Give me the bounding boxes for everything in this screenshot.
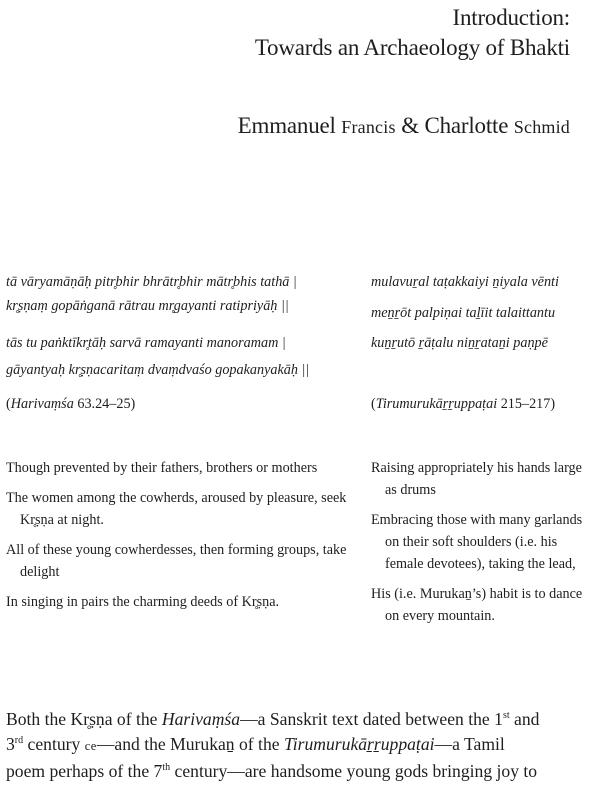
citation-reference: 63.24–25) [73,396,136,412]
body-text-run: Both the Kr̥ṣṇa of the [6,709,162,729]
translation-entry: In singing in pairs the charming deeds of Kr̥ṣṇa. [6,594,280,610]
ordinal-superscript: th [162,762,171,774]
body-text-run: century [23,734,85,754]
ordinal-superscript: st [502,710,510,722]
translation-entry: All of these young cowherdesses, then forming groups, take delight [6,542,347,580]
author-joiner: & [395,113,425,138]
body-text-run: and [509,709,540,729]
citation-reference: 215–217) [497,396,556,412]
citation-open-paren: ( [371,396,376,412]
translation-entry: Embracing those with many garlands on their soft shoulders (i.e. his female devotees), taking the lead, [371,512,583,572]
citation-open-paren: ( [6,396,11,412]
body-line-1 [6,707,600,732]
translation-entry: His (i.e. Murukaṉ’s) habit is to dance on every mountain. [371,586,583,624]
tamil-line: mulavuṟal taṭakkaiyi ṉiyala vēnti [371,274,559,290]
ordinal-superscript: rd [14,735,24,747]
translation-entry: The women among the cowherds, aroused by pleasure, seek Kr̥ṣṇa at night. [6,490,347,528]
body-paragraph [6,707,600,784]
body-text-run: poem perhaps of the 7 [6,761,163,781]
sanskrit-line: kr̥ṣṇaṃ gopāṅganā rātrau mr̥gayanti ratipriyāḥ || [6,298,289,314]
tamil-citation [371,396,600,413]
author-1-first-name: Emmanuel [237,113,342,138]
chapter-title-line-2: Towards an Archaeology of Bhakti [254,35,570,60]
body-text-run: 3 [6,734,15,754]
tamil-line: kuṉṟutō ṟāṭalu niṉṟataṉi paṇpē [371,335,548,351]
chapter-title-line-1: Introduction: [452,5,570,30]
sanskrit-line: tā vāryamāṇāḥ pitr̥bhir bhrātr̥bhir mātr̥bhis tathā | [6,274,297,290]
body-text-run: century—are handsome young gods bringing joy to [170,761,538,781]
tamil-translation [371,457,586,635]
sanskrit-translation [6,457,356,621]
translation-entry: Though prevented by their fathers, brothers or mothers [6,460,318,476]
author-1-last-name: Francis [341,117,396,137]
body-text-italic: Harivaṃśa [161,709,241,729]
body-line-2 [6,732,600,759]
translation-entry: Raising appropriately his hands large as drums [371,460,582,498]
body-line-3 [6,759,600,784]
sanskrit-line: tās tu paṅktīkr̥tāḥ sarvā ramayanti manoramam | [6,335,286,351]
era-small-caps: ce [84,739,97,753]
tamil-line: meṉṟōt palpiṇai taḻīit talaittantu [371,305,556,321]
authors-line [238,113,570,139]
body-text-run: —and the Murukaṉ of the [96,734,284,754]
author-2-last-name: Schmid [513,117,570,137]
citation-title: Harivaṃśa [10,396,74,412]
body-text-run: —a Sanskrit text dated between the 1 [240,709,503,729]
body-text-run: —a Tamil [434,734,505,754]
sanskrit-line: gāyantyaḥ kr̥ṣṇacaritaṃ dvaṃdvaśo gopakanyakāḥ || [6,362,310,378]
sanskrit-citation [6,396,366,413]
body-text-italic: Tirumurukāṟṟuppaṭai [283,734,435,754]
author-2-first-name: Charlotte [424,113,514,138]
citation-title: Tirumurukāṟṟuppaṭai [375,396,498,412]
